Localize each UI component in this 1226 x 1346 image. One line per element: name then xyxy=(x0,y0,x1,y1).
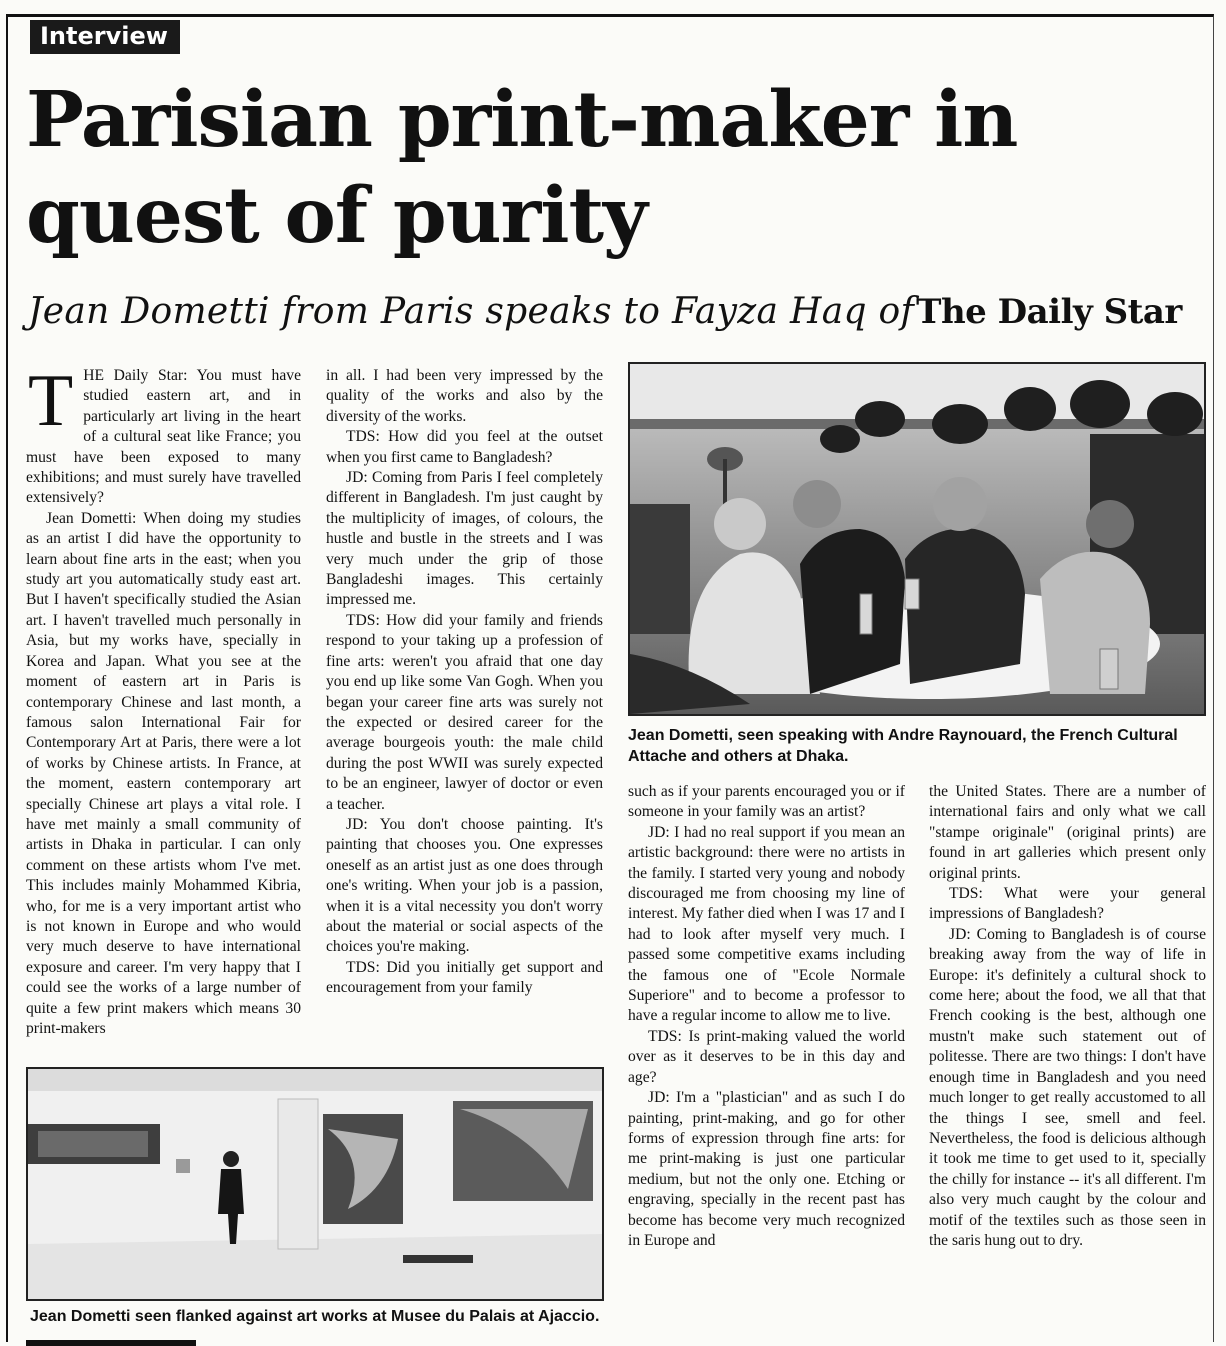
article-paragraph: JD: Coming from Paris I feel completely different in Bangladesh. I'm just caught by the multiplicity of images, of colours, the hustle and bustle in the streets and I was very much under the grip of those Bangladeshi images. This certainly impressed me. xyxy=(326,469,603,609)
article-paragraph: the United States. There are a number of international fairs and only what we call "stampe originale" (original prints) are found in art galleries which present only original prints. xyxy=(929,783,1206,882)
masthead-logo: The Daily Star xyxy=(916,292,1182,332)
article-paragraph: TDS: Is print-making valued the world over as it deserves to be in this day and age? xyxy=(628,1027,905,1086)
article-column-1 xyxy=(26,366,301,1060)
article-column-3 xyxy=(628,782,905,1322)
photo-gallery-artist xyxy=(26,1067,604,1301)
headline: Parisian print-maker in quest of purity xyxy=(26,75,1018,261)
article-column-4 xyxy=(929,782,1206,1282)
article-paragraph: JD: You don't choose painting. It's painting that chooses you. One expresses oneself as an artist just as one does through one's writing. When your job is a passion, when it is a vital necessity you don't worry about the material or social aspects of the choices you're making. xyxy=(326,815,603,956)
article-paragraph: THE Daily Star: You must have studied eastern art, and in particularly art living in the heart of a cultural seat like France; you must have been exposed to many exhibitions; and must surely have travelled extensively? xyxy=(26,366,301,507)
photo-cafe-meeting xyxy=(628,362,1206,716)
photo-gallery-illustration xyxy=(28,1069,602,1299)
photo-caption-bottom: Jean Dometti seen flanked against art works at Musee du Palais at Ajaccio. xyxy=(30,1308,600,1325)
section-kicker: Interview xyxy=(30,20,180,54)
article-paragraph: such as if your parents encouraged you or if someone in your family was an artist? xyxy=(628,783,905,821)
article-paragraph: TDS: How did your family and friends respond to your taking up a profession of fine arts: weren't you afraid that one day you end up like some Van Gogh. When you began your career fine arts was surely not the expected or desired career for the average bourgeois youth: the male child during the post WWII was surely expected to be an engineer, lawyer of doctor or even a teacher. xyxy=(326,611,603,813)
article-paragraph: JD: Coming to Bangladesh is of course breaking away from the way of life in Europe: it's definitely a cultural shock to come here; about the food, we all that that French cooking is the best, although one mustn't make such statement out of politesse. There are two things: I don't have enough time in Bangladesh and you need much longer to get really accustomed to all the things I see, smell and feel. Nevertheless, the food is delicious although it took me time to get used to it, specially the chilly for instance -- it's all different. I'm also very much caught by the colour and motif of the textiles such as those seen in the saris hung out to dry. xyxy=(929,925,1206,1249)
drop-cap: T xyxy=(28,366,74,442)
subhead xyxy=(28,291,1182,332)
article-paragraph: TDS: How did you feel at the outset when you first came to Bangladesh? xyxy=(326,428,603,466)
subhead-text: Jean Dometti from Paris speaks to Fayza Haq of xyxy=(28,291,915,332)
bottom-rule xyxy=(26,1340,196,1346)
article-paragraph: JD: I had no real support if you mean an artistic background: there were no artists in the family. I started very young and nobody discouraged me from choosing my line of interest. My father died when I was 17 and I had to look after myself very much. I passed some competitive exams including the famous one of "Ecole Normale Superiore" and to become a professor to have a regular income to allow me to live. xyxy=(628,823,905,1025)
photo-cafe-meeting-illustration xyxy=(630,364,1204,714)
article-paragraph: TDS: What were your general impressions of Bangladesh? xyxy=(929,885,1206,923)
article-paragraph: JD: I'm a "plastician" and as such I do painting, print-making, and go for other forms of expression through fine arts: for me print-making is just one particular medium, but not the only one. Etching or engraving, specially in the recent past has become has become very much recognized in Europe and xyxy=(628,1089,905,1249)
article-paragraph: in all. I had been very impressed by the quality of the works and also by the diversity of the works. xyxy=(326,367,603,425)
photo-caption-top: Jean Dometti, seen speaking with Andre Raynouard, the French Cultural Attache and others at Dhaka. xyxy=(628,727,1178,765)
article-column-2 xyxy=(326,366,603,1046)
article-paragraph: Jean Dometti: When doing my studies as an artist I did have the opportunity to learn about fine arts in the east; when you study art you automatically study east art. But I haven't specifically studied the Asian art. I haven't travelled much personally in Asia, but my works have, specially in Korea and Japan. What you see at the moment of eastern art in Paris is contemporary Chinese and last month, a famous salon International Fair for Contemporary Art at Paris, there were a lot of works by Chinese artists. In France, at the moment, eastern contemporary art specially Chinese art plays a vital role. I have met mainly a small community of artists in Dhaka in particular. I can only comment on these artists whom I've met. This includes mainly Mohammed Kibria, who, for me is a very important artist who is not known in Europe and who would very much deserve to have international exposure and career. I'm very happy that I could see the works of a large number of quite a few print makers which means 30 print-makers xyxy=(26,509,301,1037)
article-paragraph: TDS: Did you initially get support and encouragement from your family xyxy=(326,958,603,997)
